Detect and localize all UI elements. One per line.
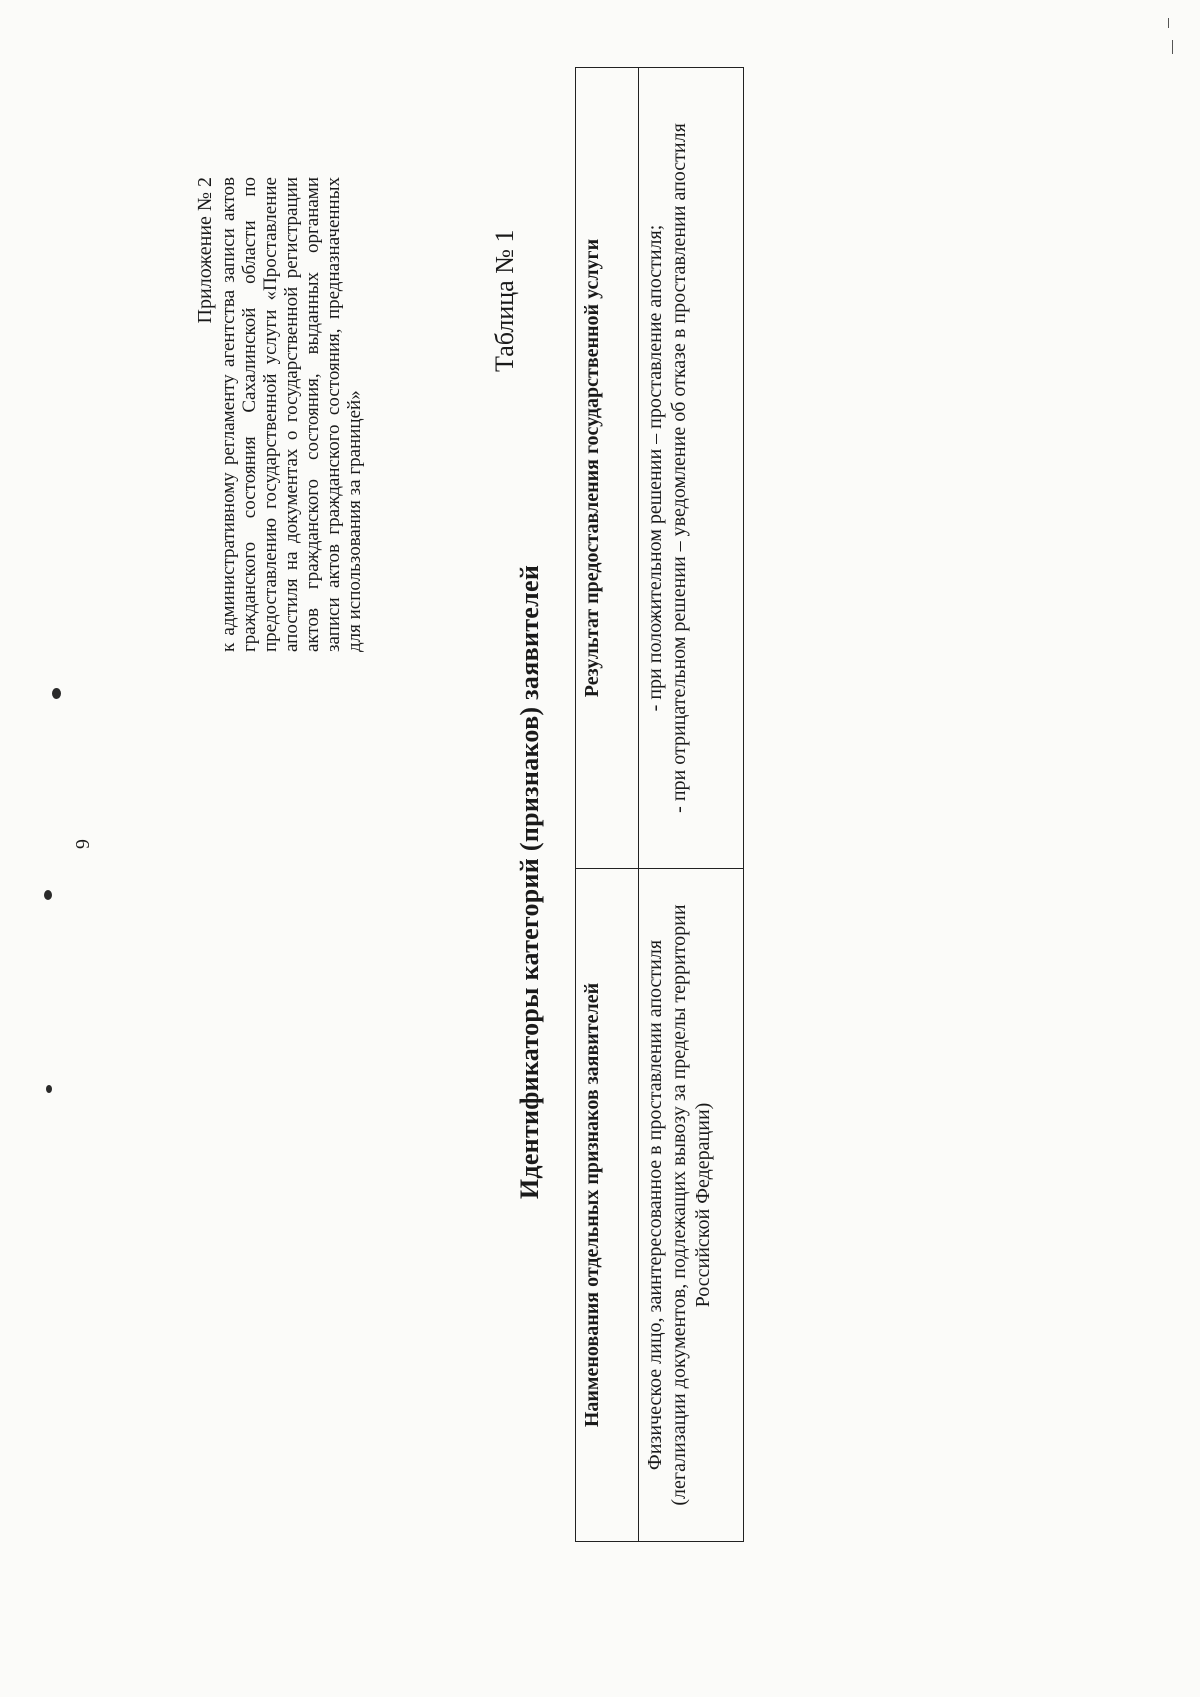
result-positive: - при положительном решении – проставление апостиля; [644, 224, 666, 712]
applicant-identifiers-table [575, 67, 744, 1542]
table-caption: Таблица № 1 [490, 229, 519, 372]
cell-result [639, 68, 744, 869]
document-title: Идентификаторы категорий (признаков) заявителей [515, 564, 544, 1200]
cell-applicant: Физическое лицо, заинтересованное в проставлении апостиля (легализации документов, подлежащих вывозу за пределы территории Российской Федерации) [639, 869, 744, 1542]
page-number: 6 [71, 839, 93, 849]
table-row [639, 68, 744, 1542]
appendix-heading: Приложение № 2 [194, 177, 216, 324]
result-negative: - при отрицательном решении – уведомление об отказе в проставлении апостиля [668, 123, 690, 813]
table-header-row [576, 68, 639, 1542]
header-applicant-attributes: Наименования отдельных признаков заявителей [576, 869, 639, 1542]
appendix-block [195, 177, 365, 652]
header-service-result: Результат предоставления государственной услуги [576, 68, 639, 869]
appendix-text: к административному регламенту агентства записи актов гражданского состояния Сахалинской области по предоставлению государственной услуги «Проставление апостиля на документах о государственной регистрации актов гражданского состояния, выданных органами записи актов гражданского состояния, предназначенных для использования за границей» [218, 177, 365, 652]
